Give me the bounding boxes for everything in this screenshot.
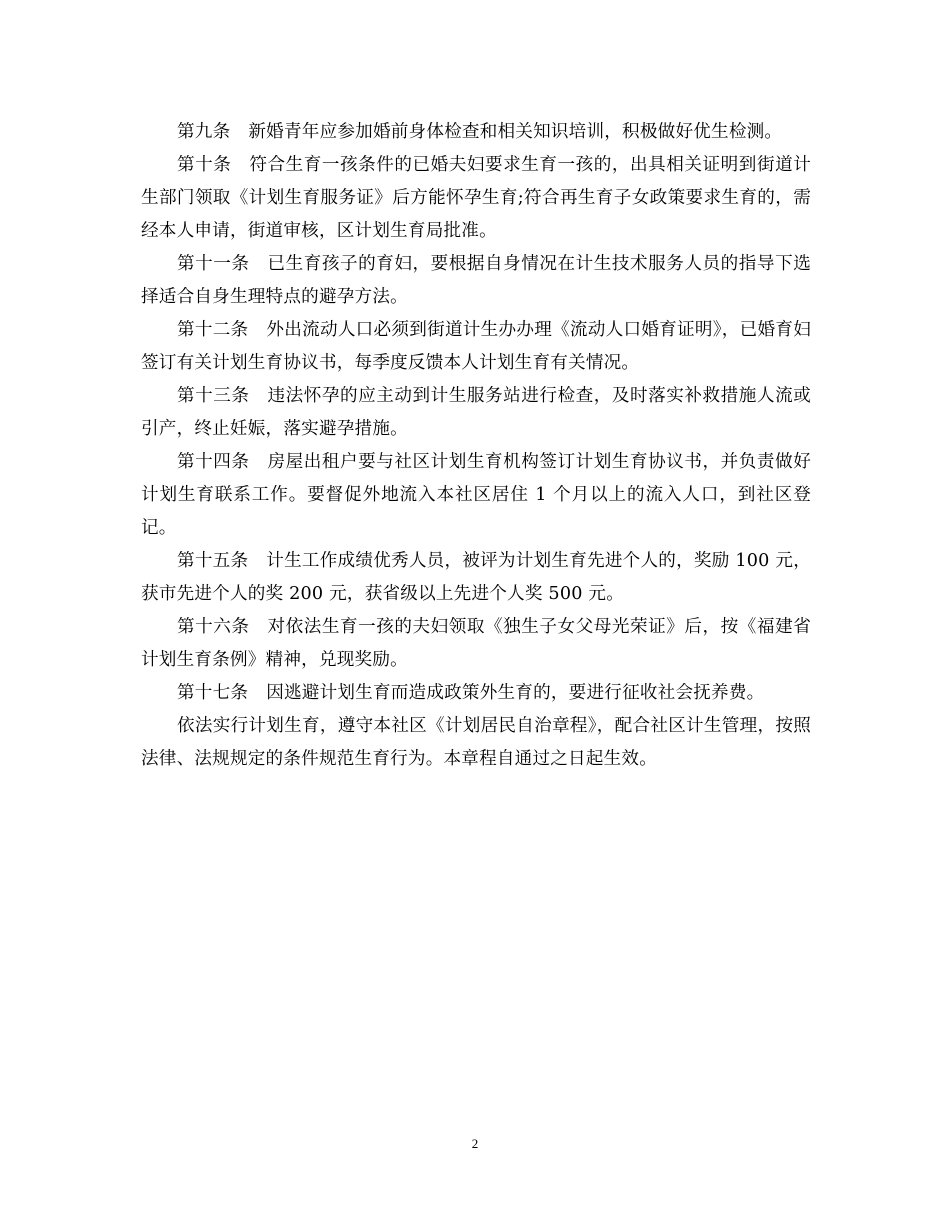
article-text: 计生工作成绩优秀人员，被评为计划生育先进个人的，奖励 100 元，获市先进个人的奖 200 元，获省级以上先进个人奖 500 元。 bbox=[141, 551, 811, 604]
article-text: 已生育孩子的育妇，要根据自身情况在计生技术服务人员的指导下选择适合自身生理特点的避孕方法。 bbox=[141, 254, 811, 307]
article-text: 符合生育一孩条件的已婚夫妇要求生育一孩的，出具相关证明到街道计生部门领取《计划生育服务证》后方能怀孕生育;符合再生育子女政策要求生育的，需经本人申请，街道审核，区计划生育局批准。 bbox=[141, 155, 811, 241]
paragraph-article-9 bbox=[141, 116, 811, 149]
article-number: 第十三条 bbox=[177, 386, 250, 406]
article-text: 对依法生育一孩的夫妇领取《独生子女父母光荣证》后，按《福建省计划生育条例》精神，兑现奖励。 bbox=[141, 617, 811, 670]
article-text: 因逃避计划生育而造成政策外生育的，要进行征收社会抚养费。 bbox=[266, 683, 765, 703]
article-text: 房屋出租户要与社区计划生育机构签订计划生育协议书，并负责做好计划生育联系工作。要督促外地流入本社区居住 1 个月以上的流入人口，到社区登记。 bbox=[141, 452, 811, 538]
article-number: 第九条 bbox=[177, 122, 231, 142]
paragraph-article-11 bbox=[141, 248, 811, 314]
article-number: 第十四条 bbox=[177, 452, 250, 472]
article-text: 新婚青年应参加婚前身体检查和相关知识培训，积极做好优生检测。 bbox=[248, 122, 783, 142]
paragraph-article-17 bbox=[141, 677, 811, 710]
page-number: 2 bbox=[471, 1136, 479, 1151]
closing-text: 依法实行计划生育，遵守本社区《计划居民自治章程》，配合社区计生管理，按照法律、法规规定的条件规范生育行为。本章程自通过之日起生效。 bbox=[141, 716, 811, 769]
article-number: 第十七条 bbox=[177, 683, 249, 703]
paragraph-article-16 bbox=[141, 611, 811, 677]
paragraph-article-15 bbox=[141, 545, 811, 611]
article-text: 外出流动人口必须到街道计生办办理《流动人口婚育证明》，已婚育妇签订有关计划生育协议书，每季度反馈本人计划生育有关情况。 bbox=[141, 320, 811, 373]
article-number: 第十条 bbox=[177, 155, 232, 175]
paragraph-article-13 bbox=[141, 380, 811, 446]
article-number: 第十五条 bbox=[177, 551, 249, 571]
paragraph-article-14 bbox=[141, 446, 811, 545]
document-body bbox=[141, 116, 811, 776]
paragraph-closing bbox=[141, 710, 811, 776]
article-text: 违法怀孕的应主动到计生服务站进行检查，及时落实补救措施人流或引产，终止妊娠，落实避孕措施。 bbox=[141, 386, 811, 439]
paragraph-article-10 bbox=[141, 149, 811, 248]
paragraph-article-12 bbox=[141, 314, 811, 380]
article-number: 第十二条 bbox=[177, 320, 249, 340]
article-number: 第十一条 bbox=[177, 254, 250, 274]
article-number: 第十六条 bbox=[177, 617, 250, 637]
